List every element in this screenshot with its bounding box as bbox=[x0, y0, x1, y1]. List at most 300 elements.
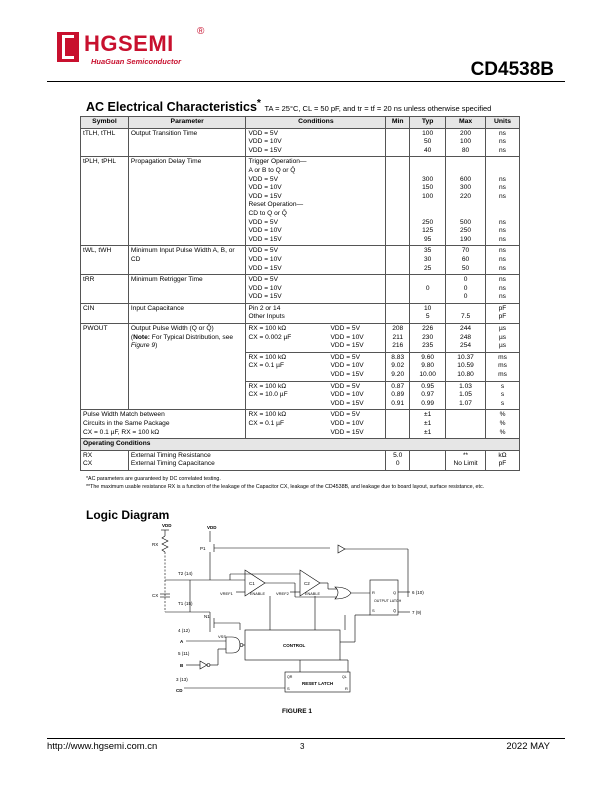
cell-line: % bbox=[499, 428, 506, 436]
cell-line bbox=[412, 293, 443, 302]
typ-cell bbox=[410, 246, 446, 275]
cell-line: 40 bbox=[423, 146, 432, 154]
symbol-cell: tRR bbox=[81, 275, 129, 304]
cell-line: 1.05 bbox=[459, 391, 472, 399]
typ-cell bbox=[410, 275, 446, 304]
cell-line: A or B to Q or Q̄ bbox=[248, 166, 296, 174]
cell-line: VDD = 5V bbox=[248, 129, 278, 137]
cell-line bbox=[388, 201, 407, 210]
cell-line: External Timing Resistance bbox=[130, 451, 211, 459]
cell-line bbox=[388, 285, 407, 294]
max-cell bbox=[446, 352, 486, 381]
vref2-label: VREF2 bbox=[276, 591, 289, 596]
q-output-pin: 6 (10) bbox=[412, 590, 424, 595]
cell-line: 60 bbox=[461, 255, 470, 263]
section-row bbox=[81, 439, 520, 451]
typ-cell bbox=[410, 303, 446, 323]
cell-line bbox=[412, 158, 443, 167]
part-number: CD4538B bbox=[470, 59, 554, 80]
cell-line: VDD = 5V bbox=[248, 276, 278, 284]
cell-line: 0 bbox=[463, 293, 468, 301]
cell-line: 125 bbox=[422, 227, 434, 235]
cell-line: 235 bbox=[422, 342, 434, 350]
typ-cell bbox=[410, 324, 446, 353]
cell-line bbox=[388, 210, 407, 219]
cell-line: ms bbox=[498, 353, 507, 361]
cell-line: 100 bbox=[460, 138, 472, 146]
cell-line bbox=[388, 227, 407, 236]
cell-line: Trigger Operation— bbox=[248, 158, 307, 166]
cell-line: ns bbox=[499, 264, 506, 272]
footer-rule bbox=[47, 738, 565, 739]
cell-line: 10.00 bbox=[419, 371, 436, 379]
cell-line: ns bbox=[499, 129, 506, 137]
cd-pin-label: 3 (13) bbox=[176, 677, 188, 682]
cell-line: s bbox=[500, 391, 505, 399]
cell-line: Circuits in the Same Package bbox=[83, 420, 170, 427]
cell-line: VDD = 15V bbox=[248, 293, 282, 301]
max-cell bbox=[446, 275, 486, 304]
cell-line: 211 bbox=[392, 333, 403, 341]
typ-cell bbox=[410, 352, 446, 381]
cell-line: ±1 bbox=[424, 411, 432, 419]
cell-line: 600 bbox=[460, 175, 472, 183]
cell-line: 254 bbox=[460, 342, 472, 350]
cell-line bbox=[412, 210, 443, 219]
cell-line: ms bbox=[498, 362, 507, 370]
cell-line: CD to Q or Q̄ bbox=[248, 209, 287, 217]
cell-line: 226 bbox=[422, 325, 434, 333]
cell-line: Pin 2 or 14 bbox=[248, 304, 281, 312]
units-cell bbox=[486, 275, 520, 304]
cell-line: ns bbox=[499, 146, 506, 154]
cell-line: CX = 10.0 µF bbox=[248, 391, 288, 399]
cell-line bbox=[388, 176, 407, 185]
cell-line bbox=[448, 158, 483, 167]
cell-line: 1.07 bbox=[459, 399, 472, 407]
min-cell bbox=[386, 275, 410, 304]
cell-line: 9.20 bbox=[391, 371, 405, 379]
col-header: Symbol bbox=[81, 117, 129, 129]
conditions-cell bbox=[246, 246, 386, 275]
symbol-cell: tWL, tWH bbox=[81, 246, 129, 275]
parameter-cell: Minimum Input Pulse Width A, B, or CD bbox=[128, 246, 246, 275]
vss-label: VSS bbox=[218, 634, 227, 639]
cell-line bbox=[388, 305, 407, 314]
cell-line bbox=[388, 265, 407, 274]
or-gate bbox=[335, 587, 351, 599]
figure-label: FIGURE 1 bbox=[282, 708, 312, 715]
cell-line: s bbox=[500, 399, 505, 407]
svg-text:QL: QL bbox=[342, 675, 347, 679]
cell-line: 0.99 bbox=[421, 399, 435, 407]
cell-line: 35 bbox=[423, 247, 432, 255]
cell-line bbox=[388, 293, 407, 302]
a-b-gate bbox=[226, 637, 240, 653]
b-input-label: B bbox=[180, 663, 184, 668]
max-cell bbox=[446, 303, 486, 323]
cell-line: 250 bbox=[422, 218, 434, 226]
company-logo-mark bbox=[57, 32, 79, 62]
cell-line: External Timing Capacitance bbox=[130, 460, 215, 468]
cell-line bbox=[388, 138, 407, 147]
col-header: Parameter bbox=[128, 117, 246, 129]
svg-text:R: R bbox=[345, 686, 348, 691]
cell-line bbox=[388, 184, 407, 193]
max-cell bbox=[446, 128, 486, 157]
cell-line: VDD = 5V bbox=[330, 382, 360, 390]
parameter-cell: Input Capacitance bbox=[128, 303, 246, 323]
cell-line: Other Inputs bbox=[248, 313, 285, 321]
cell-line: VDD = 10V bbox=[248, 184, 282, 192]
table-row bbox=[81, 157, 520, 246]
registered-mark: ® bbox=[197, 26, 205, 37]
max-cell bbox=[446, 324, 486, 353]
cell-line bbox=[412, 201, 443, 210]
vref1-label: VREF1 bbox=[220, 591, 233, 596]
cell-line bbox=[388, 167, 407, 176]
cell-line: 10.37 bbox=[457, 353, 474, 361]
cell-line bbox=[412, 167, 443, 176]
cell-line: 5 bbox=[425, 313, 430, 321]
parameter-cell bbox=[128, 450, 385, 470]
min-cell bbox=[386, 450, 410, 470]
cell-line bbox=[388, 313, 407, 322]
units-cell bbox=[486, 381, 520, 410]
parameter-cell: Propagation Delay Time bbox=[128, 157, 246, 246]
cell-line: VDD = 15V bbox=[248, 264, 282, 272]
footer-url[interactable]: http://www.hgsemi.com.cn bbox=[47, 741, 158, 752]
cell-line: VDD = 5V bbox=[330, 325, 360, 333]
min-cell bbox=[386, 381, 410, 410]
cx-label: CX bbox=[152, 593, 159, 598]
rx-resistor bbox=[162, 536, 168, 552]
cell-line: VDD = 15V bbox=[330, 428, 364, 436]
cell-line: 50 bbox=[461, 264, 470, 272]
max-cell bbox=[446, 450, 486, 470]
cell-line: 150 bbox=[422, 184, 434, 192]
cell-line: ns bbox=[499, 255, 506, 263]
conditions-cell bbox=[246, 303, 386, 323]
cell-line: ns bbox=[499, 247, 506, 255]
a-pin-label: 4 (12) bbox=[178, 628, 190, 633]
cell-line: 7.5 bbox=[460, 313, 471, 321]
cell-line: 80 bbox=[461, 146, 470, 154]
cell-line: ns bbox=[499, 138, 506, 146]
cell-line: 248 bbox=[460, 333, 472, 341]
cell-line: VDD = 5V bbox=[248, 247, 278, 255]
footnote: *AC parameters are guaranteed by DC correlated testing. bbox=[86, 476, 221, 482]
cell-line: VDD = 15V bbox=[330, 342, 364, 350]
cell-line: 190 bbox=[460, 235, 472, 243]
cell-line: CX = 0.002 µF bbox=[248, 333, 292, 341]
cell-line: 70 bbox=[461, 247, 470, 255]
cell-line: 9.02 bbox=[391, 362, 405, 370]
brand-subtitle: HuaGuan Semiconductor bbox=[91, 57, 182, 66]
cell-line: VDD = 10V bbox=[248, 138, 282, 146]
cell-line: Reset Operation— bbox=[248, 201, 304, 209]
cell-line: VDD = 10V bbox=[330, 333, 364, 341]
svg-text:R: R bbox=[372, 590, 375, 595]
b-pin-label: 5 (11) bbox=[178, 651, 190, 656]
cell-line bbox=[412, 276, 443, 285]
cell-line: 9.80 bbox=[421, 362, 435, 370]
table-row bbox=[81, 275, 520, 304]
symbol-cell bbox=[81, 450, 129, 470]
cell-line bbox=[448, 201, 483, 210]
cell-line: pF bbox=[498, 313, 507, 321]
cell-line: CX bbox=[83, 460, 93, 468]
cell-line: 244 bbox=[460, 325, 472, 333]
cell-line: 0 bbox=[425, 284, 430, 292]
cell-line: 100 bbox=[422, 129, 434, 137]
cell-line bbox=[388, 147, 407, 156]
cell-line: VDD = 15V bbox=[330, 399, 364, 407]
cell-line: RX = 100 kΩ bbox=[248, 382, 287, 390]
cell-line: 0 bbox=[463, 276, 468, 284]
svg-text:Q̄: Q̄ bbox=[393, 608, 397, 613]
typ-cell bbox=[410, 381, 446, 410]
col-header: Min bbox=[386, 117, 410, 129]
cell-line bbox=[388, 247, 407, 256]
table-row bbox=[81, 324, 520, 353]
cell-line: RX = 100 kΩ bbox=[248, 353, 287, 361]
brand-name: HGSEMI bbox=[84, 31, 174, 56]
conditions-cell bbox=[246, 157, 386, 246]
c2-label: C2 bbox=[304, 581, 310, 586]
cell-line: 5.0 bbox=[393, 451, 403, 459]
cell-line bbox=[388, 256, 407, 265]
cell-line: 8.83 bbox=[391, 353, 405, 361]
cell-line: VDD = 10V bbox=[248, 227, 282, 235]
min-cell bbox=[386, 352, 410, 381]
cell-line: 10 bbox=[423, 304, 432, 312]
typ-cell bbox=[410, 157, 446, 246]
cell-line: 9.60 bbox=[421, 353, 435, 361]
cell-line: ±1 bbox=[424, 420, 432, 427]
units-cell bbox=[486, 157, 520, 246]
units-cell bbox=[486, 352, 520, 381]
cell-line: ns bbox=[499, 293, 506, 301]
cell-line: VDD = 10V bbox=[330, 391, 364, 399]
cell-line: 300 bbox=[460, 184, 472, 192]
cell-line: 250 bbox=[460, 227, 472, 235]
cell-line bbox=[388, 158, 407, 167]
cell-line: ** bbox=[462, 451, 469, 459]
min-cell bbox=[386, 324, 410, 353]
ac-characteristics-table bbox=[80, 116, 520, 471]
cell-line: 216 bbox=[392, 342, 404, 350]
parameter-cell: Minimum Retrigger Time bbox=[128, 275, 246, 304]
symbol-cell: CIN bbox=[81, 303, 129, 323]
table-row bbox=[81, 246, 520, 275]
units-cell bbox=[486, 128, 520, 157]
svg-text:VDD: VDD bbox=[207, 525, 217, 530]
cell-line bbox=[388, 130, 407, 139]
table-row bbox=[81, 450, 520, 470]
table-header-row bbox=[81, 117, 520, 129]
cell-line: No Limit bbox=[453, 460, 478, 468]
conditions-cell bbox=[246, 275, 386, 304]
cell-line: 0 bbox=[463, 284, 468, 292]
cell-line: ns bbox=[499, 218, 506, 226]
min-cell bbox=[386, 303, 410, 323]
qbar-output-pin: 7 (9) bbox=[412, 610, 422, 615]
logic-diagram-title: Logic Diagram bbox=[86, 508, 170, 522]
conditions-cell bbox=[246, 381, 386, 410]
cell-line bbox=[448, 167, 483, 176]
min-cell bbox=[386, 157, 410, 246]
parameter-cell: Output Transition Time bbox=[128, 128, 246, 157]
footer-date: 2022 MAY bbox=[506, 741, 550, 752]
cell-line: VDD = 10V bbox=[330, 420, 364, 427]
col-header: Typ bbox=[410, 117, 446, 129]
cell-line: Pulse Width Match between bbox=[83, 411, 165, 419]
cell-line: 100 bbox=[422, 192, 434, 200]
col-header: Max bbox=[446, 117, 486, 129]
cell-line: % bbox=[499, 411, 506, 419]
vdd-label: VDD bbox=[162, 523, 172, 528]
symbol-cell: PWOUT bbox=[81, 324, 129, 410]
table-row bbox=[81, 410, 520, 439]
cell-line: RX = 100 kΩ bbox=[248, 411, 287, 419]
cell-line: ns bbox=[499, 184, 506, 192]
table-row bbox=[81, 128, 520, 157]
cell-line: VDD = 10V bbox=[330, 362, 364, 370]
c1-label: C1 bbox=[249, 581, 255, 586]
cell-line: VDD = 5V bbox=[330, 353, 360, 361]
cell-line: 95 bbox=[423, 235, 432, 243]
cell-line: RX = 100 kΩ bbox=[248, 325, 287, 333]
cell-line bbox=[488, 210, 517, 219]
cell-line: 200 bbox=[460, 129, 472, 137]
cell-line: s bbox=[500, 382, 505, 390]
footnote: **The maximum usable resistance RX is a function of the leakage of the Capacitor CX, leakage of the CD4538B, and leakage due to board layout, surface resistance, etc. bbox=[86, 484, 485, 490]
table-row bbox=[81, 303, 520, 323]
max-cell bbox=[446, 410, 486, 439]
rx-label: RX bbox=[152, 542, 159, 547]
conditions-cell bbox=[246, 352, 386, 381]
cell-line: 0.91 bbox=[391, 399, 405, 407]
cell-line: 230 bbox=[422, 333, 434, 341]
cell-line: ns bbox=[499, 175, 506, 183]
cell-line: VDD = 5V bbox=[248, 218, 278, 226]
cell-line: % bbox=[499, 420, 506, 427]
svg-text:ENABLE: ENABLE bbox=[305, 592, 320, 596]
svg-text:S: S bbox=[287, 686, 290, 691]
svg-text:ENABLE: ENABLE bbox=[250, 592, 265, 596]
units-cell bbox=[486, 410, 520, 439]
parameter-cell bbox=[81, 410, 246, 439]
cell-line: VDD = 10V bbox=[248, 284, 282, 292]
cell-line: µs bbox=[498, 342, 507, 350]
inverter-top bbox=[338, 545, 345, 553]
cell-line: 0.97 bbox=[421, 391, 435, 399]
min-cell bbox=[386, 410, 410, 439]
cell-line: 0 bbox=[395, 460, 400, 468]
cell-line: ns bbox=[499, 227, 506, 235]
t1-label: T1 (15) bbox=[178, 601, 193, 606]
b-inverter bbox=[200, 661, 207, 669]
cell-line: µs bbox=[498, 333, 507, 341]
cell-line: pF bbox=[498, 460, 507, 468]
cell-line: 25 bbox=[423, 264, 432, 272]
svg-text:S: S bbox=[372, 608, 375, 613]
typ-cell bbox=[410, 128, 446, 157]
units-cell bbox=[486, 450, 520, 470]
cell-line: µs bbox=[498, 325, 507, 333]
conditions-cell bbox=[246, 410, 386, 439]
p1-label: P1 bbox=[200, 546, 206, 551]
max-cell bbox=[446, 381, 486, 410]
typ-cell bbox=[410, 450, 446, 470]
symbol-cell: tTLH, tTHL bbox=[81, 128, 129, 157]
cell-line bbox=[488, 201, 517, 210]
cell-line: ns bbox=[499, 192, 506, 200]
units-cell bbox=[486, 303, 520, 323]
typ-cell bbox=[410, 410, 446, 439]
cell-line bbox=[448, 210, 483, 219]
cell-line: ms bbox=[498, 371, 507, 379]
conditions-cell bbox=[246, 324, 386, 353]
section-title: AC Electrical Characteristics* TA = 25°C, CL = 50 pF, and tr = tf = 20 ns unless otherwise specified bbox=[86, 98, 492, 115]
t2-label: T2 (14) bbox=[178, 571, 193, 576]
parameter-cell: Output Pulse Width (Q or Q̄) (Note: For Typical Distribution, see Figure 9) bbox=[128, 324, 246, 410]
cell-line: 300 bbox=[422, 175, 434, 183]
cell-line: VDD = 5V bbox=[330, 411, 360, 419]
control-label: CONTROL bbox=[283, 643, 306, 648]
cell-line: ±1 bbox=[424, 428, 432, 436]
max-cell bbox=[446, 157, 486, 246]
min-cell bbox=[386, 246, 410, 275]
cell-line: 30 bbox=[423, 255, 432, 263]
cell-line: pF bbox=[498, 304, 507, 312]
reset-latch-label: RESET LATCH bbox=[302, 681, 334, 686]
cell-line: VDD = 15V bbox=[330, 371, 364, 379]
conditions-cell bbox=[246, 128, 386, 157]
cell-line: RX bbox=[83, 451, 93, 459]
cell-line: ns bbox=[499, 276, 506, 284]
cell-line: 10.59 bbox=[457, 362, 474, 370]
cell-line: VDD = 15V bbox=[248, 146, 282, 154]
units-cell bbox=[486, 246, 520, 275]
operating-conditions-title: Operating Conditions bbox=[81, 439, 520, 451]
cell-line bbox=[388, 276, 407, 285]
cell-line: VDD = 15V bbox=[248, 192, 282, 200]
cell-line: 1.03 bbox=[459, 382, 472, 390]
cell-line: ns bbox=[499, 284, 506, 292]
cell-line: VDD = 5V bbox=[248, 175, 278, 183]
col-header: Units bbox=[486, 117, 520, 129]
cell-line: 0.89 bbox=[391, 391, 405, 399]
cell-line: 208 bbox=[392, 325, 404, 333]
max-cell bbox=[446, 246, 486, 275]
cell-line: 500 bbox=[460, 218, 472, 226]
col-header: Conditions bbox=[246, 117, 386, 129]
svg-text:QR: QR bbox=[287, 675, 293, 679]
svg-text:Q: Q bbox=[393, 590, 397, 595]
output-latch-label: OUTPUT LATCH bbox=[374, 599, 402, 603]
cell-line bbox=[488, 158, 517, 167]
cell-line: VDD = 15V bbox=[248, 235, 282, 243]
cell-line bbox=[388, 193, 407, 202]
units-cell bbox=[486, 324, 520, 353]
cell-line bbox=[388, 236, 407, 245]
cell-line: kΩ bbox=[498, 451, 507, 459]
symbol-cell: tPLH, tPHL bbox=[81, 157, 129, 246]
cell-line: 0.87 bbox=[391, 382, 405, 390]
cell-line: 50 bbox=[423, 138, 432, 146]
